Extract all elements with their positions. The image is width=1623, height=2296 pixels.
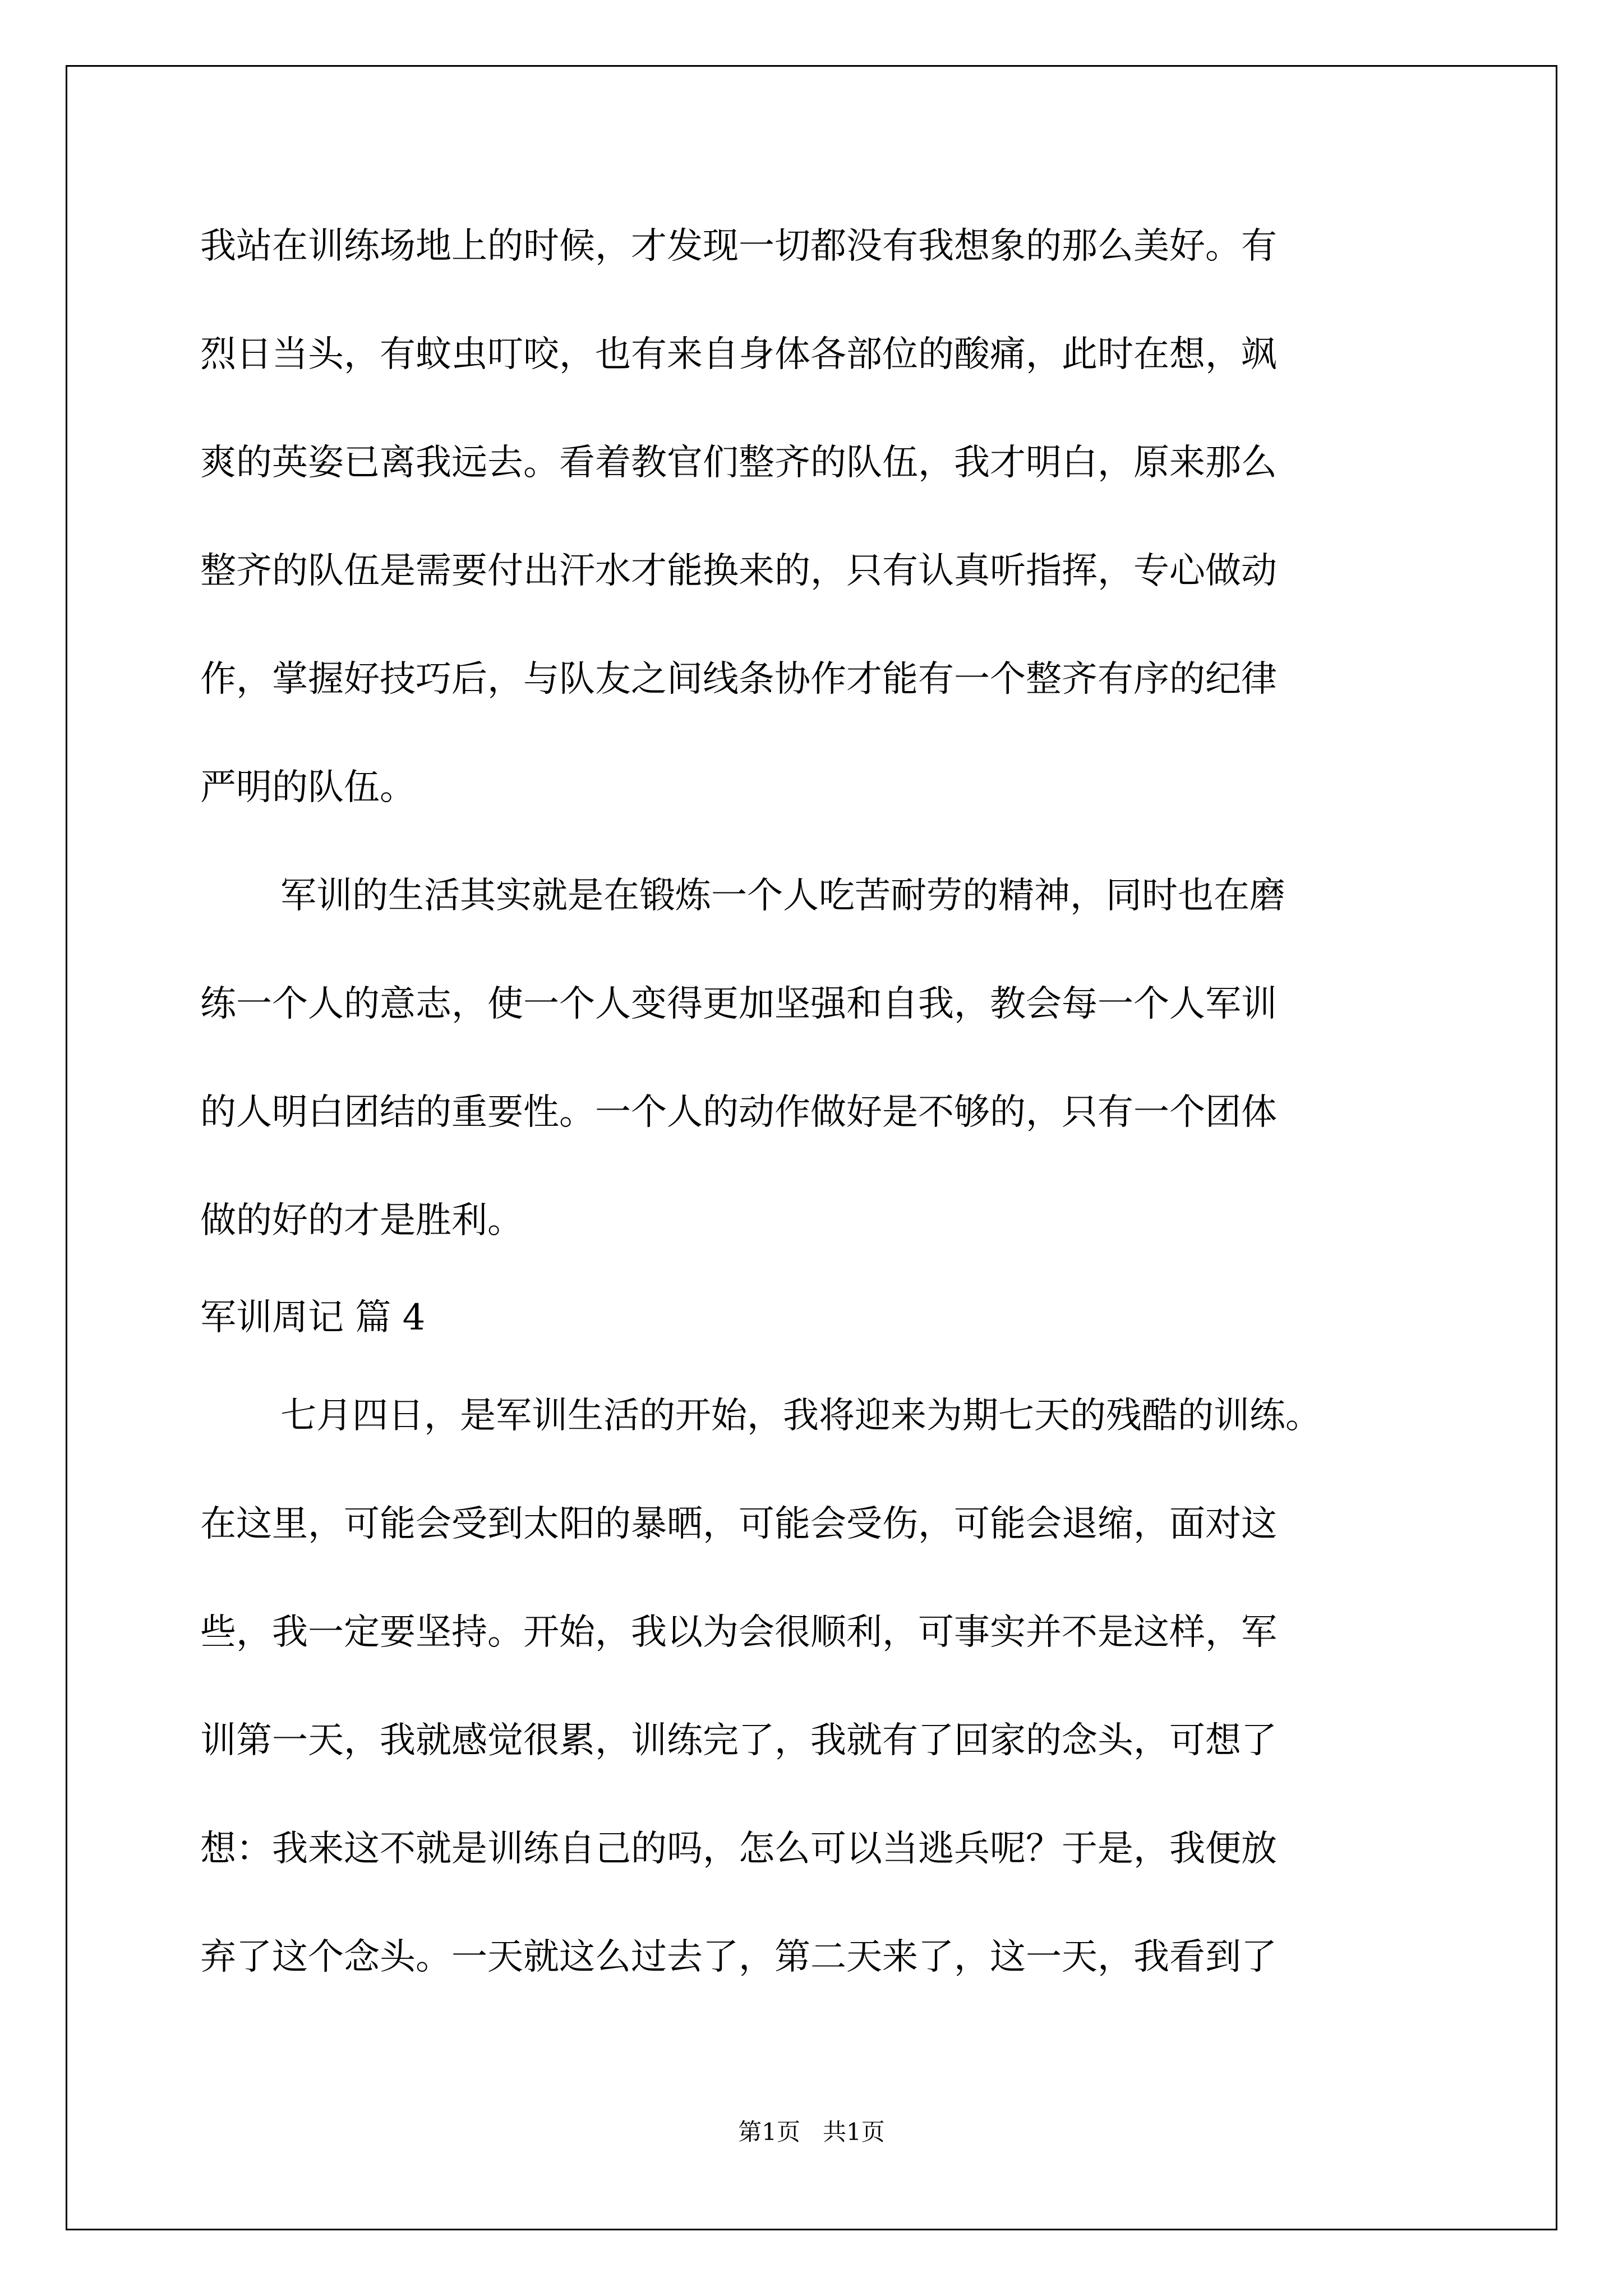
body-text-line: 在这里，可能会受到太阳的暴晒，可能会受伤，可能会退缩，面对这 <box>200 1503 1277 1545</box>
body-text-line: 我站在训练场地上的时候，才发现一切都没有我想象的那么美好。有 <box>200 226 1277 267</box>
body-text-line: 些，我一定要坚持。开始，我以为会很顺利，可事实并不是这样，军 <box>200 1612 1277 1653</box>
body-text-line: 练一个人的意志，使一个人变得更加坚强和自我，教会每一个人军训 <box>200 983 1277 1025</box>
body-text-line: 严明的队伍。 <box>200 767 416 808</box>
body-text-line: 烈日当头，有蚊虫叮咬，也有来自身体各部位的酸痛，此时在想，飒 <box>200 334 1277 375</box>
body-text-line: 想：我来这不就是训练自己的吗，怎么可以当逃兵呢？于是，我便放 <box>200 1828 1277 1870</box>
paragraph-first-line: 七月四日，是军训生活的开始，我将迎来为期七天的残酷的训练。 <box>280 1395 1321 1437</box>
body-text-line: 做的好的才是胜利。 <box>200 1200 523 1241</box>
page-border <box>66 65 1557 2230</box>
body-text-line: 弃了这个念头。一天就这么过去了，第二天来了，这一天，我看到了 <box>200 1936 1277 1978</box>
body-text-line: 作，掌握好技巧后，与队友之间线条协作才能有一个整齐有序的纪律 <box>200 659 1277 700</box>
body-text-line: 爽的英姿已离我远去。看着教官们整齐的队伍，我才明白，原来那么 <box>200 442 1277 484</box>
paragraph-first-line: 军训的生活其实就是在锻炼一个人吃苦耐劳的精神，同时也在磨 <box>280 875 1285 917</box>
body-text-line: 的人明白团结的重要性。一个人的动作做好是不够的，只有一个团体 <box>200 1092 1277 1133</box>
section-heading: 军训周记 篇 4 <box>200 1297 426 1338</box>
body-text-line: 训第一天，我就感觉很累，训练完了，我就有了回家的念头，可想了 <box>200 1720 1277 1761</box>
page-number-footer: 第1页 共1页 <box>738 2118 885 2146</box>
body-text-line: 整齐的队伍是需要付出汗水才能换来的，只有认真听指挥，专心做动 <box>200 550 1277 592</box>
